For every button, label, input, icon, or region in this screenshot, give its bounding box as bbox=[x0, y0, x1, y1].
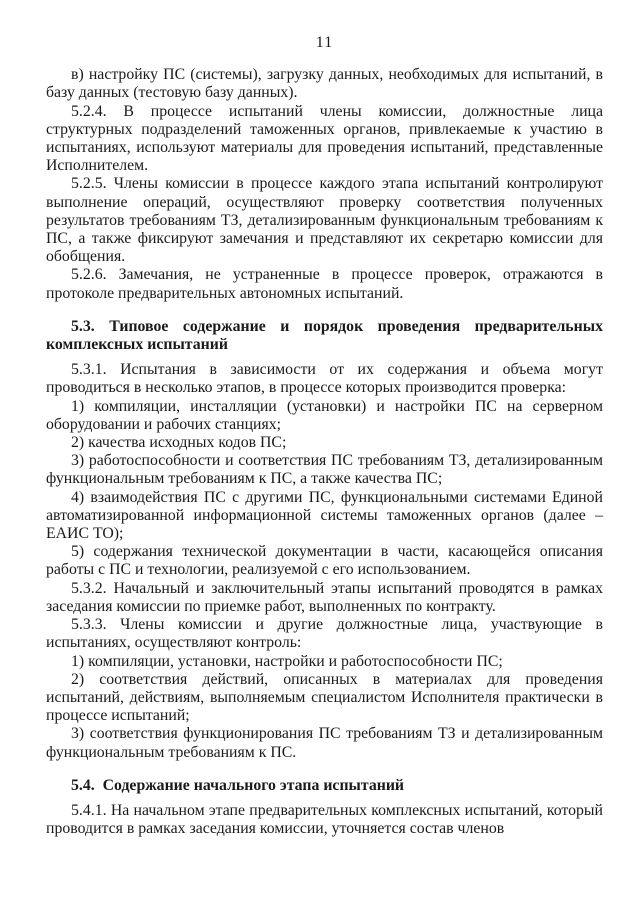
paragraph: 2) качества исходных кодов ПС; bbox=[71, 434, 287, 452]
paragraph: 5.2.5. Члены комиссии в процессе каждого этапа испытаний контролируют выполнение операций, осуществляют проверку соответствия полученных результатов требованиям ТЗ, детализированным функциональным требованиям к ПС, а также фиксируют замечания и представляют их секретарю комиссии для обобщения. bbox=[46, 175, 603, 266]
paragraph: 2) соответствия действий, описанных в материалах для проведения испытаний, действиям, выполняемым специалистом Исполнителя практически в процессе испытаний; bbox=[46, 670, 603, 725]
paragraph: 1) компиляции, установки, настройки и работоспособности ПС; bbox=[71, 652, 503, 670]
paragraph: 5.3.3. Члены комиссии и другие должностные лица, участвующие в испытаниях, осуществляют контроль: bbox=[46, 616, 603, 652]
paragraph: 5.2.6. Замечания, не устраненные в процессе проверок, отражаются в протоколе предварительных автономных испытаний. bbox=[46, 266, 603, 302]
paragraph: 4) взаимодействия ПС с другими ПС, функциональными системами Единой автоматизированной информационной системы таможенных органов (далее – ЕАИС ТО); bbox=[46, 488, 603, 543]
paragraph: 5) содержания технической документации в части, касающейся описания работы с ПС и технологии, реализуемой с его использованием. bbox=[46, 543, 603, 579]
section-heading: 5.4. Содержание начального этапа испытаний bbox=[71, 776, 405, 794]
paragraph: в) настройку ПС (системы), загрузку данных, необходимых для испытаний, в базу данных (тестовую базу данных). bbox=[46, 66, 603, 102]
paragraph: 5.2.4. В процессе испытаний члены комиссии, должностные лица структурных подразделений таможенных органов, привлекаемые к участию в испытаниях, используют материалы для проведения испытаний, представленные Исполнителем. bbox=[46, 102, 603, 175]
paragraph: 5.3.1. Испытания в зависимости от их содержания и объема могут проводиться в несколько этапов, в процессе которых производится проверка: bbox=[46, 361, 603, 397]
paragraph: 1) компиляции, инсталляции (установки) и настройки ПС на серверном оборудовании и рабочих станциях; bbox=[46, 397, 603, 433]
paragraph: 5.4.1. На начальном этапе предварительных комплексных испытаний, который проводится в рамках заседания комиссии, уточняется состав членов bbox=[46, 801, 603, 838]
page-number: 11 bbox=[315, 34, 334, 51]
section-heading: 5.3. Типовое содержание и порядок проведения предварительных комплексных испытаний bbox=[46, 317, 603, 354]
paragraph: 3) соответствия функционирования ПС требованиям ТЗ и детализированным функциональным требованиям к ПС. bbox=[46, 725, 603, 761]
paragraph: 5.3.2. Начальный и заключительный этапы испытаний проводятся в рамках заседания комиссии по приемке работ, выполненных по контракту. bbox=[46, 579, 603, 615]
document-content bbox=[46, 66, 603, 838]
paragraph: 3) работоспособности и соответствия ПС требованиям ТЗ, детализированным функциональным требованиям к ПС, а также качества ПС; bbox=[46, 452, 603, 488]
